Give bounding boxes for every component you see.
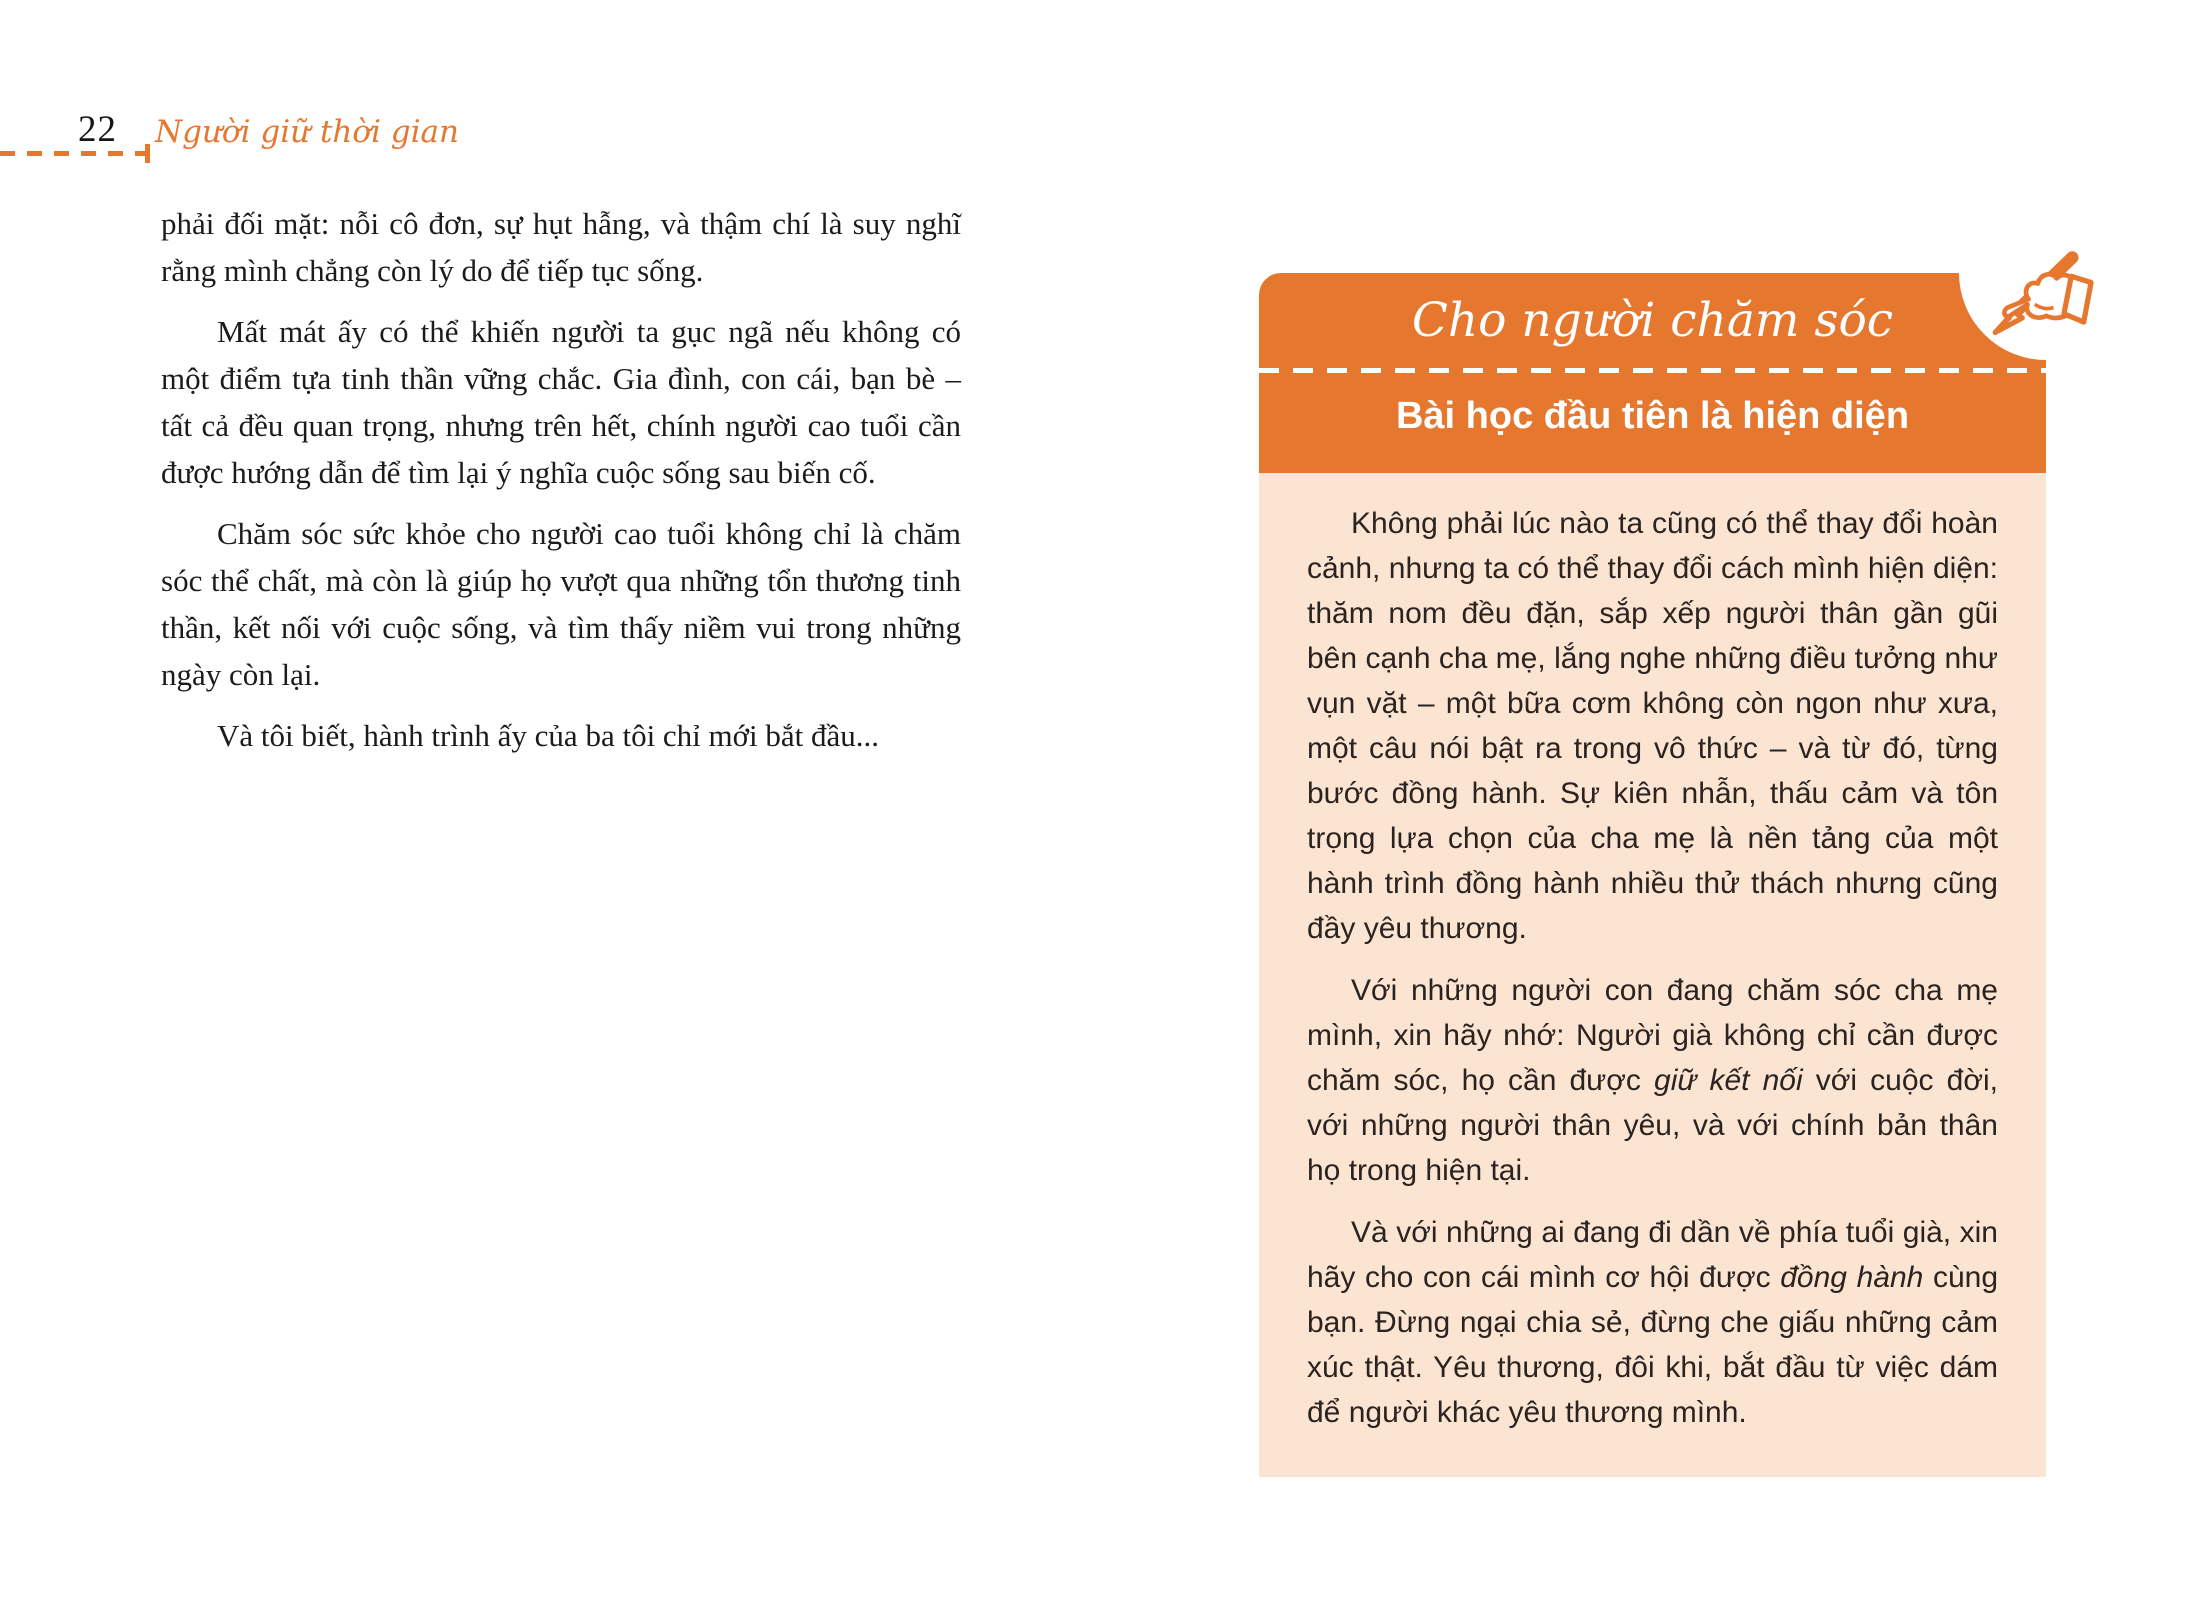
callout-body [1259, 473, 2046, 1477]
paragraph: phải đối mặt: nỗi cô đơn, sự hụt hẫng, và thậm chí là suy nghĩ rằng mình chẳng còn lý do để tiếp tục sống. [161, 206, 961, 288]
writing-hand-icon [1982, 245, 2098, 345]
callout-dashed-divider [1259, 368, 2046, 373]
page-number: 22 [78, 109, 117, 150]
callout-title: Bài học đầu tiên là hiện diện [1395, 395, 1910, 437]
paragraph: Chăm sóc sức khỏe cho người cao tuổi không chỉ là chăm sóc thể chất, mà còn là giúp họ vượt qua những tổn thương tinh thần, kết nối với cuộc sống, và tìm thấy niềm vui trong những ngày còn lại. [161, 516, 961, 692]
callout-header [1259, 273, 2046, 473]
callout-tagline: Cho người chăm sóc [1411, 293, 1894, 348]
dashed-rule-tick [145, 144, 150, 163]
header-dashed-rule [0, 151, 150, 156]
paragraph: Không phải lúc nào ta cũng có thể thay đổi hoàn cảnh, nhưng ta có thể thay đổi cách mình hiện diện: thăm nom đều đặn, sắp xếp người thân gần gũi bên cạnh cha mẹ, lắng nghe những điều tưởng như vụn vặt – một bữa cơm không còn ngon như xưa, một câu nói bật ra trong vô thức – và từ đó, từng bước đồng hành. Sự kiên nhẫn, thấu cảm và tôn trọng lựa chọn của cha mẹ là nền tảng của một hành trình đồng hành nhiều thử thách nhưng cũng đầy yêu thương. [1307, 507, 1998, 945]
body-text-column [161, 200, 961, 773]
paragraph: Mất mát ấy có thể khiến người ta gục ngã nếu không có một điểm tựa tinh thần vững chắc. Gia đình, con cái, bạn bè – tất cả đều quan trọng, nhưng trên hết, chính người cao tuổi cần được hướng dẫn để tìm lại ý nghĩa cuộc sống sau biến cố. [161, 314, 961, 490]
running-title: Người giữ thời gian [155, 114, 460, 150]
paragraph: Với những người con đang chăm sóc cha mẹ mình, xin hãy nhớ: Người già không chỉ cần được chăm sóc, họ cần được giữ kết nối với cuộc đời, với những người thân yêu, và với chính bản thân họ trong hiện tại. [1307, 974, 1998, 1187]
paragraph: Và tôi biết, hành trình ấy của ba tôi chỉ mới bắt đầu... [217, 718, 880, 753]
paragraph: Và với những ai đang đi dần về phía tuổi già, xin hãy cho con cái mình cơ hội được đồng hành cùng bạn. Đừng ngại chia sẻ, đừng che giấu những cảm xúc thật. Yêu thương, đôi khi, bắt đầu từ việc dám để người khác yêu thương mình. [1307, 1216, 1998, 1429]
caregiver-callout-box [1259, 273, 2046, 1477]
